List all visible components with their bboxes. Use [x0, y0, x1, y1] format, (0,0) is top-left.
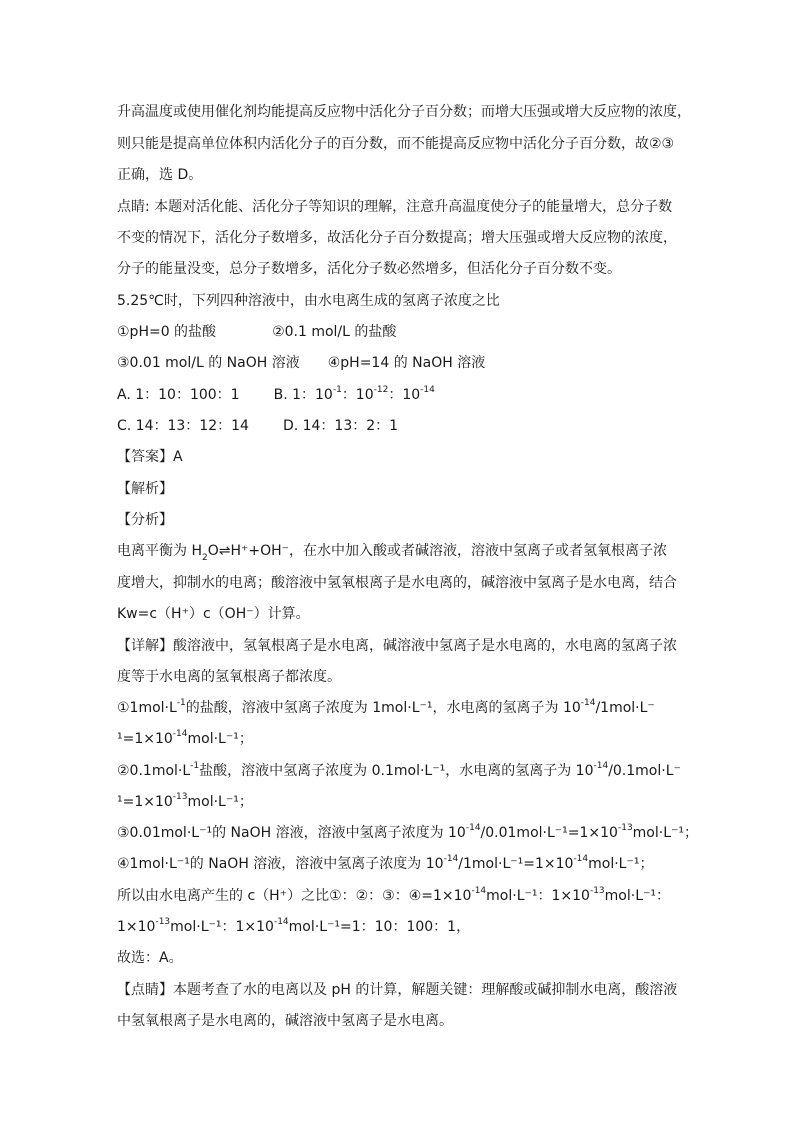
calc-line: $^1=1\times 10^{-13}mol\cdot L^{-1}$；	[117, 792, 253, 810]
calc-line: ③0.01mol·L⁻¹的 NaOH 溶液，溶液中氢离子浓度为 $10^{-14}/0.01mol\cdot L^{-1}=1\times 10^{-13}mol\cdot L^{-1}$；	[117, 823, 699, 841]
text-line: Kw=c（H⁺）c（OH⁻）计算。	[117, 606, 310, 622]
solution-row	[117, 323, 677, 341]
text-line: 故选：A。	[117, 950, 183, 966]
solution-2: ②0.1 mol/L 的盐酸	[272, 324, 397, 340]
text-line: 正确，选 D。	[117, 167, 203, 183]
text-line: 【详解】酸溶液中，氢氧根离子是水电离，碱溶液中氢离子是水电离的，水电离的氢离子浓	[117, 638, 677, 654]
text-line: 不变的情况下，活化分子数增多，故活化分子百分数提高；增大压强或增大反应物的浓度，	[117, 230, 677, 246]
solution-3: ③0.01 mol/L 的 NaOH 溶液	[117, 355, 300, 371]
text-line: 电离平衡为 $H_2O\rightleftharpoons H^++OH^-$，在水中加入酸或者碱溶液，溶液中氢离子或者氢氧根离子浓	[117, 543, 668, 563]
text-line: 点睛: 本题对活化能、活化分子等知识的理解，注意升高温度使分子的能量增大，总分子数	[117, 199, 673, 215]
calc-line: $①1mol\cdot L^{-1}$的盐酸，溶液中氢离子浓度为 1mol·L⁻¹，水电离的氢离子为 $10^{-14}/1mol\cdot L^-$	[117, 698, 655, 716]
option-a: A. 1：10：100：1	[117, 387, 240, 403]
calc-line: $1\times 10^{-13}mol\cdot L^{-1}$：$1\times 10^{-14}mol\cdot L^{-1}=1$：10：100：1，	[117, 917, 471, 935]
solution-row	[117, 354, 677, 372]
option-b: B. 1：$10^{-1}$：$10^{-12}$：$10^{-14}$	[273, 385, 435, 403]
question-stem: 5.25℃时，下列四种溶液中，由水电离生成的氢离子浓度之比	[117, 293, 500, 309]
text-line: 则只能是提高单位体积内活化分子的百分数，而不能提高反应物中活化分子百分数，故②③	[117, 136, 675, 152]
answer-heading: 【答案】A	[117, 449, 183, 465]
calc-line: 所以由水电离产生的 c（H⁺）之比①：②：③：$④=1\times 10^{-14}mol\cdot L^{-1}$：$1\times 10^{-13}mol\cdot L^{-1}$：	[117, 886, 671, 904]
text-line: 度增大，抑制水的电离；酸溶液中氢氧根离子是水电离的，碱溶液中氢离子是水电离，结合	[117, 575, 677, 591]
calc-line: $^1=1\times 10^{-14}mol\cdot L^{-1}$；	[117, 729, 253, 747]
text-line: 【点睛】本题考查了水的电离以及 pH 的计算，解题关键：理解酸或碱抑制水电离，酸溶液	[117, 982, 678, 998]
text-line: 中氢氧根离子是水电离的，碱溶液中氢离子是水电离。	[117, 1013, 453, 1029]
option-row	[117, 386, 677, 404]
text-line: 升高温度或使用催化剂均能提高反应物中活化分子百分数；而增大压强或增大反应物的浓度，	[117, 104, 691, 120]
solution-1: ①pH=0 的盐酸	[117, 324, 217, 340]
option-d: D. 14：13：2：1	[282, 418, 399, 434]
option-c: C. 14：13：12：14	[117, 418, 249, 434]
solution-4: ④pH=14 的 NaOH 溶液	[327, 355, 486, 371]
calc-line: $②0.1mol\cdot L^{-1}$盐酸，溶液中氢离子浓度为 0.1mol·L⁻¹，水电离的氢离子为 $10^{-14}/0.1mol\cdot L^-$	[117, 761, 681, 779]
calc-line: ④1mol·L⁻¹的 NaOH 溶液，溶液中氢离子浓度为 $10^{-14}/1mol\cdot L^{-1}=1\times 10^{-14}mol\cdot L^{-1}$；	[117, 854, 654, 872]
option-row	[117, 417, 677, 435]
analysis-heading: 【解析】	[117, 481, 173, 497]
text-line: 分子的能量没变，总分子数增多，活化分子数必然增多，但活化分子百分数不变。	[117, 261, 621, 277]
analysis-subheading: 【分析】	[117, 512, 173, 528]
text-line: 度等于水电离的氢氧根离子都浓度。	[117, 669, 341, 685]
